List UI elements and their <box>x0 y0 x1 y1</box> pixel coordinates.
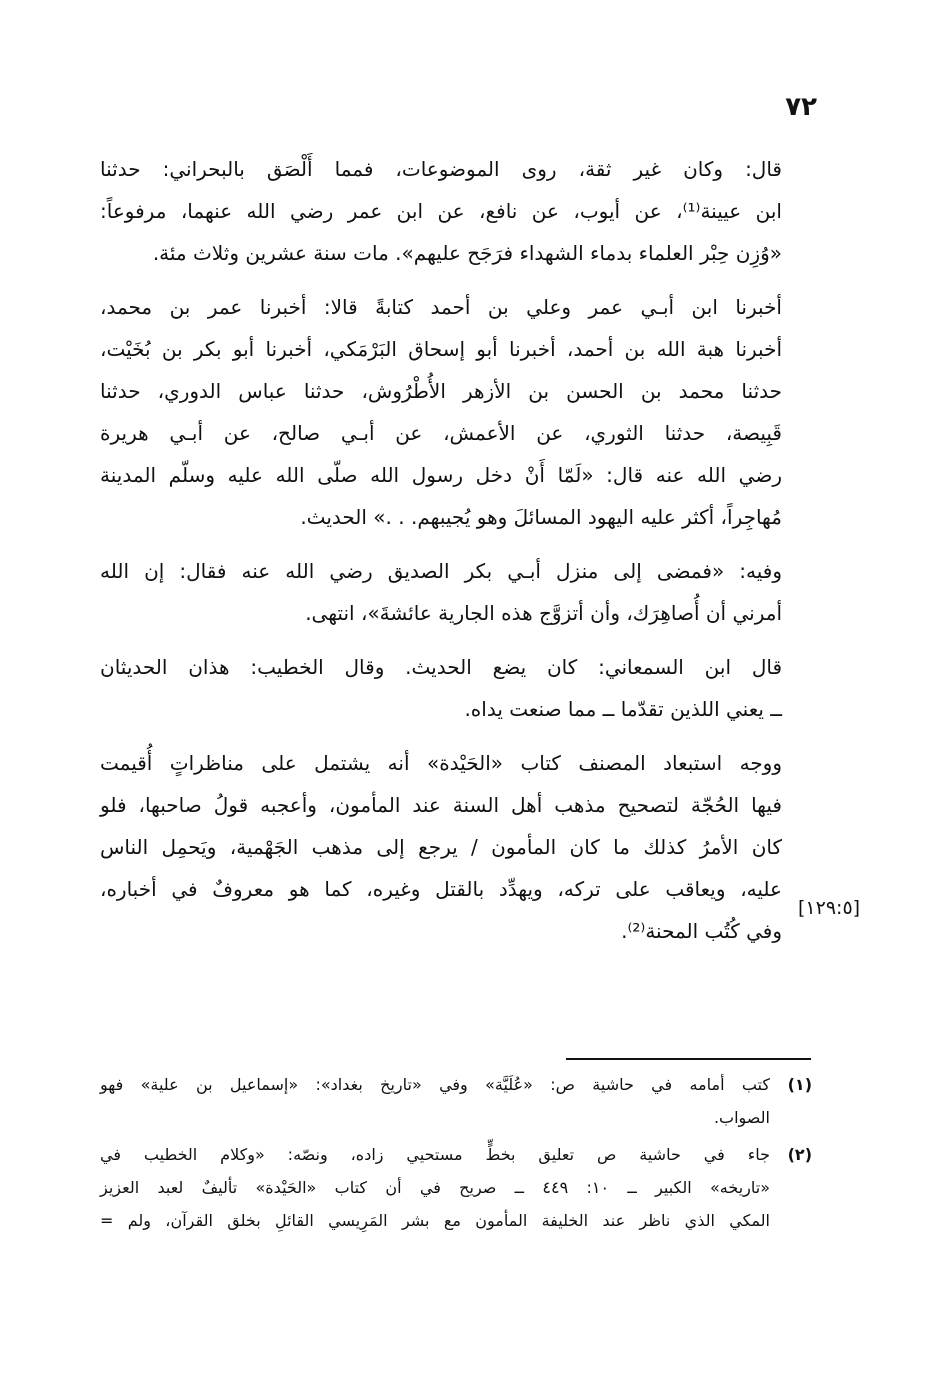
text-line: ووجه استبعاد المصنف كتاب «الحَيْدة» أنه يشتمل على مناظراتٍ أُقيمت <box>100 751 782 775</box>
text-line: «وُزِن حِبْر العلماء بدماء الشهداء فرَجَح عليهم». مات سنة عشرين وثلاث مئة. <box>152 241 782 265</box>
text-line: وفيه: «فمضى إلى منزل أبـي بكر الصديق رضي الله عنه فقال: إن الله <box>100 559 782 583</box>
text-line: وفي كُتُب المحنة⁽²⁾. <box>621 919 782 943</box>
footnote-line: «تاريخه» الكبير ــ ١٠: ٤٤٩ ــ صريح في أن كتاب «الحَيْدة» تأليفٌ لعبد العزيز <box>100 1178 771 1197</box>
paragraph-4 <box>100 646 812 730</box>
page-number: ٧٢ <box>785 92 817 122</box>
footnote-text <box>100 1068 770 1134</box>
paragraph-1 <box>100 148 812 274</box>
footnote-line: الصواب. <box>713 1108 770 1127</box>
margin-reference: [١٢٩:٥] <box>798 897 861 919</box>
footnote-line: جاء في حاشية ص تعليق بخطٍّ مستحيي زاده، ونصّه: «وكلام الخطيب في <box>100 1145 770 1164</box>
text-line: ــ يعني اللذين تقدّما ــ مما صنعت يداه. <box>464 697 782 721</box>
paragraph-2 <box>100 286 812 538</box>
text-line: قال ابن السمعاني: كان يضع الحديث. وقال الخطيب: هذان الحديثان <box>100 655 782 679</box>
footnote-marker: (٢) <box>787 1145 812 1164</box>
footnote-line: كتب أمامه في حاشية ص: «عُلَيَّة» وفي «تاريخ بغداد»: «إسماعيل بن علية» فهو <box>100 1075 770 1094</box>
footnote-1 <box>100 1068 812 1134</box>
footnotes <box>100 1068 812 1241</box>
text-line: عليه، ويعاقب على تركه، ويهدِّد بالقتل وغيره، كما هو معروفٌ في أخباره، <box>100 877 782 901</box>
text-line: حدثنا محمد بن الحسن بن الأزهر الأُطْرُوش، حدثنا عباس الدوري، حدثنا <box>100 379 782 403</box>
text-line: مُهاجِراً، أكثر عليه اليهود المسائلَ وهو يُجيبهم. . .» الحديث. <box>300 505 782 529</box>
footnote-line: المكي الذي ناظر عند الخليفة المأمون مع بشر المَرِيسي القائلِ بخلق القرآن، ولم = <box>100 1211 770 1230</box>
text-line: أمرني أن أُصاهِرَك، وأن أتزوَّج هذه الجارية عائشةَ»، انتهى. <box>305 601 782 625</box>
main-text <box>100 148 812 964</box>
text-line: قال: وكان غير ثقة، روى الموضوعات، فمما أَلْصَق بالبحراني: حدثنا <box>100 157 782 181</box>
text-line: أخبرنا هبة الله بن أحمد، أخبرنا أبو إسحاق البَرْمَكي، أخبرنا أبو بكر بن بُخَيْت، <box>100 337 782 361</box>
text-line: قَبِيصة، حدثنا الثوري، عن الأعمش، عن أبـي صالح، عن أبـي هريرة <box>100 421 782 445</box>
footnote-divider <box>566 1058 811 1060</box>
text-line: أخبرنا ابن أبـي عمر وعلي بن أحمد كتابةً قالا: أخبرنا عمر بن محمد، <box>100 295 782 319</box>
footnote-text <box>100 1138 770 1237</box>
text-line: رضي الله عنه قال: «لَمّا أَنْ دخل رسول الله صلّى الله عليه وسلّم المدينة <box>100 463 782 487</box>
text-line: ابن عيينة⁽¹⁾، عن أيوب، عن نافع، عن ابن عمر رضي الله عنهما، مرفوعاً: <box>100 199 782 223</box>
text-line: كان الأمرُ كذلك ما كان المأمون / يرجع إلى مذهب الجَهْمية، ويَحمِل الناس <box>100 835 782 859</box>
footnote-marker: (١) <box>787 1075 812 1094</box>
footnote-2 <box>100 1138 812 1237</box>
text-line: فيها الحُجّة لتصحيح مذهب أهل السنة عند المأمون، وأعجبه قولُ صاحبها، فلو <box>100 793 782 817</box>
paragraph-3 <box>100 550 812 634</box>
paragraph-5 <box>100 742 812 952</box>
